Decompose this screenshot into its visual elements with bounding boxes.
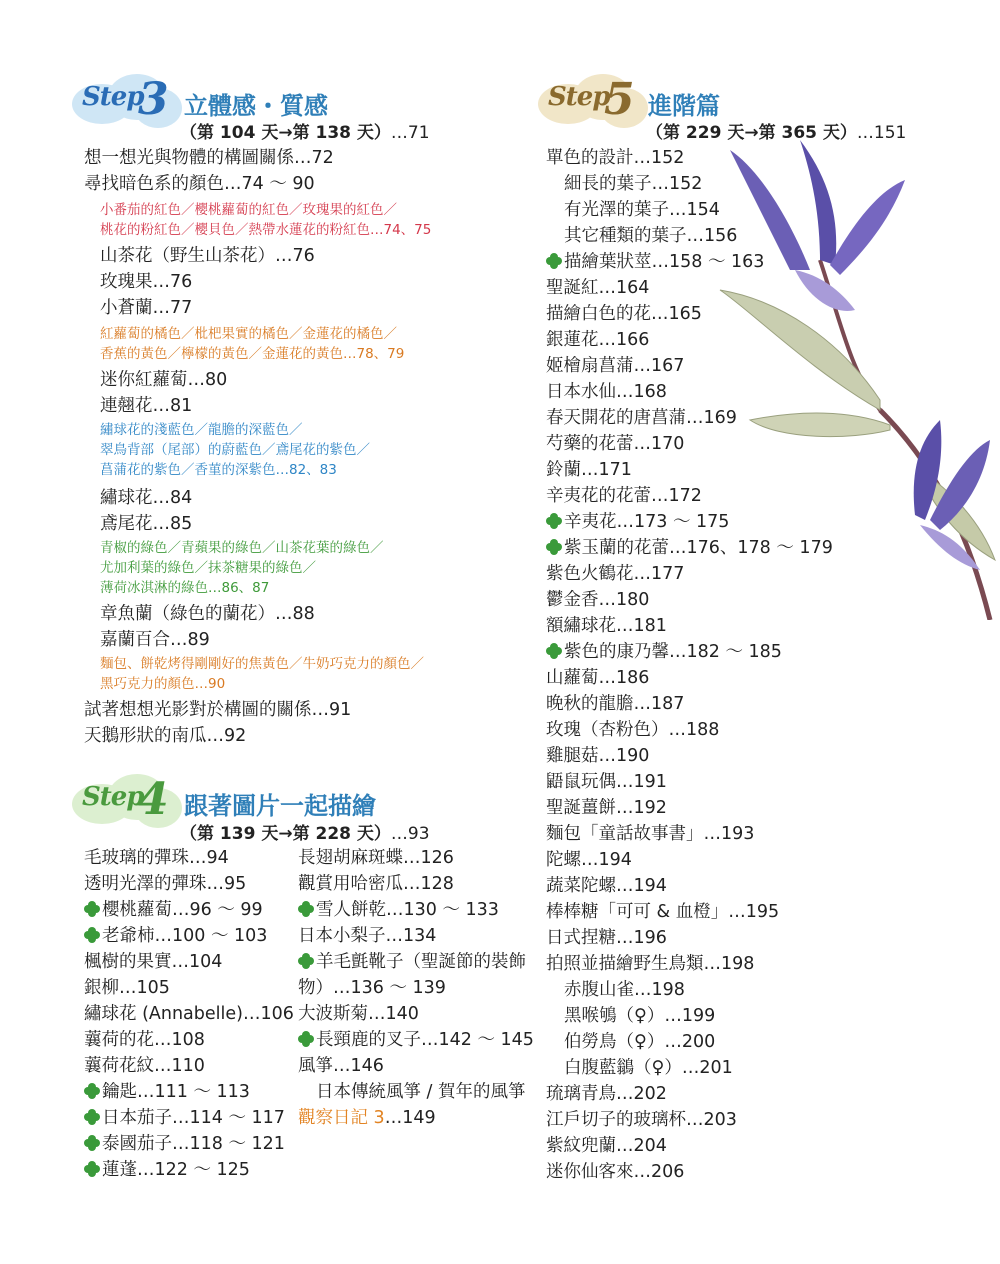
toc-entry-text: 櫻桃蘿蔔…96 ～ 99 <box>102 900 263 920</box>
toc-entry-text: 鑰匙…111 ～ 113 <box>102 1082 250 1102</box>
clover-icon <box>84 927 100 943</box>
toc-entry-text: 日式捏糖…196 <box>546 928 667 948</box>
toc-subentry-text: 有光澤的葉子…154 <box>564 200 720 220</box>
toc-entry-text: 物）…136 ～ 139 <box>298 978 446 998</box>
toc-entry <box>546 1135 667 1157</box>
toc-entry-text: 蘘荷的花…108 <box>84 1030 205 1050</box>
step4-range: （第 139 天→第 228 天）…93 <box>180 824 430 844</box>
toc-subentry-text: 山茶花（野生山茶花）…76 <box>100 246 315 266</box>
toc-entry <box>298 1029 534 1051</box>
clover-icon <box>84 901 100 917</box>
toc-entry <box>546 901 779 923</box>
toc-entry <box>84 1055 205 1077</box>
toc-entry <box>298 925 436 947</box>
clover-icon <box>546 539 562 555</box>
color-note-red <box>100 201 397 219</box>
toc-entry <box>84 1081 250 1103</box>
toc-entry <box>298 1003 419 1025</box>
toc-entry <box>84 1159 250 1181</box>
toc-entry-text: 觀賞用哈密瓜…128 <box>298 874 454 894</box>
clover-icon <box>298 901 314 917</box>
toc-entry-text: 鈴蘭…171 <box>546 460 632 480</box>
toc-entry <box>546 355 684 377</box>
clover-icon <box>546 253 562 269</box>
toc-entry <box>546 381 667 403</box>
toc-subentry <box>564 979 685 1001</box>
color-note-orange <box>100 345 404 363</box>
toc-entry-text: 天鵝形狀的南瓜…92 <box>84 726 247 746</box>
toc-entry-text: 陀螺…194 <box>546 850 632 870</box>
toc-subentry-text: 繡球花…84 <box>100 488 193 508</box>
color-note-green <box>100 539 384 557</box>
color-note-green <box>100 579 269 597</box>
toc-entry-text: 玫瑰（杏粉色）…188 <box>546 720 720 740</box>
color-note-orange-text: 紅蘿蔔的橘色／枇杷果實的橘色／金蓮花的橘色／ <box>100 326 397 342</box>
toc-subentry-text: 伯勞鳥（♀）…200 <box>564 1032 716 1052</box>
toc-entry-text: 芍藥的花蕾…170 <box>546 434 685 454</box>
step3-range: （第 104 天→第 138 天）…71 <box>180 123 430 143</box>
color-note-orange <box>100 325 397 343</box>
observation-diary-label: 觀察日記 3 <box>298 1108 385 1128</box>
toc-entry <box>84 725 246 747</box>
toc-entry-text: 鬱金香…180 <box>546 590 650 610</box>
step5-title: 進階篇 <box>648 92 720 120</box>
toc-entry-text: 麵包「童話故事書」…193 <box>546 824 755 844</box>
color-note-orange-text: 香蕉的黃色／檸檬的黃色／金蓮花的黃色…78、79 <box>100 346 405 362</box>
toc-entry-text: 鼯鼠玩偶…191 <box>546 772 667 792</box>
clover-icon <box>546 643 562 659</box>
toc-subentry-text: 赤腹山雀…198 <box>564 980 685 1000</box>
toc-subentry <box>564 1005 715 1027</box>
color-note-red-text: 小番茄的紅色／櫻桃蘿蔔的紅色／玫瑰果的紅色／ <box>100 202 397 218</box>
toc-entry <box>546 459 632 481</box>
toc-subentry-text: 細長的葉子…152 <box>564 174 703 194</box>
toc-entry-text: 聖誕薑餅…192 <box>546 798 667 818</box>
toc-entry <box>84 1133 285 1155</box>
toc-subentry-text: 章魚蘭（綠色的蘭花）…88 <box>100 604 315 624</box>
toc-entry <box>84 977 170 999</box>
step5-badge <box>538 72 648 132</box>
toc-entry-text: 拍照並描繪野生鳥類…198 <box>546 954 755 974</box>
step5-range: （第 229 天→第 365 天）…151 <box>646 123 907 143</box>
toc-entry <box>546 1083 667 1105</box>
toc-entry <box>84 1029 205 1051</box>
toc-subentry <box>100 245 315 267</box>
color-note-orange-text: 黑巧克力的顏色…90 <box>100 676 226 692</box>
step4-kite-subitem: 日本傳統風箏 / 賀年的風箏 <box>316 1082 526 1102</box>
toc-entry <box>84 173 315 195</box>
toc-entry <box>546 719 719 741</box>
toc-subentry <box>100 603 315 625</box>
toc-entry-text: 尋找暗色系的顏色…74 ～ 90 <box>84 174 315 194</box>
toc-entry <box>546 147 684 169</box>
clover-icon <box>84 1109 100 1125</box>
color-note-blue-text: 菖蒲花的紫色／香菫的深紫色…82、83 <box>100 462 337 478</box>
clover-icon <box>546 513 562 529</box>
toc-entry <box>546 641 782 663</box>
toc-entry <box>546 589 649 611</box>
toc-entry <box>298 899 499 921</box>
toc-entry <box>546 849 632 871</box>
toc-entry <box>546 927 667 949</box>
toc-entry <box>546 667 649 689</box>
toc-entry <box>298 847 454 869</box>
toc-subentry <box>100 297 192 319</box>
toc-entry <box>84 925 267 947</box>
color-note-green-text: 薄荷冰淇淋的綠色…86、87 <box>100 580 270 596</box>
toc-subentry <box>100 395 192 417</box>
toc-subentry <box>100 369 227 391</box>
toc-entry-text: 蘘荷花紋…110 <box>84 1056 205 1076</box>
toc-entry-text: 透明光澤的彈珠…95 <box>84 874 247 894</box>
color-note-blue-text: 翠鳥背部（尾部）的蔚藍色／鳶尾花的紫色／ <box>100 442 370 458</box>
observation-diary-page: …149 <box>384 1108 436 1128</box>
toc-entry <box>84 951 222 973</box>
toc-entry <box>298 977 446 999</box>
toc-entry-text: 雪人餅乾…130 ～ 133 <box>316 900 499 920</box>
toc-entry <box>546 563 684 585</box>
clover-icon <box>84 1135 100 1151</box>
toc-entry <box>546 485 702 507</box>
toc-entry-text: 描繪白色的花…165 <box>546 304 702 324</box>
step3-badge-word: Step <box>82 82 144 112</box>
color-note-orange-text: 麵包、餅乾烤得剛剛好的焦黃色／牛奶巧克力的顏色／ <box>100 656 424 672</box>
toc-entry-text: 試著想想光影對於構圖的關係…91 <box>84 700 352 720</box>
toc-entry-text: 繡球花 (Annabelle)…106 <box>84 1004 294 1024</box>
clover-icon <box>298 953 314 969</box>
step4-badge <box>72 772 182 832</box>
toc-entry <box>546 433 684 455</box>
color-note-orange <box>100 655 424 673</box>
toc-entry <box>546 277 649 299</box>
clover-icon <box>84 1161 100 1177</box>
toc-subentry-text: 迷你紅蘿蔔…80 <box>100 370 228 390</box>
toc-entry-text: 日本小梨子…134 <box>298 926 437 946</box>
toc-entry-text: 蓮蓬…122 ～ 125 <box>102 1160 250 1180</box>
toc-entry-text: 江戶切子的玻璃杯…203 <box>546 1110 737 1130</box>
toc-entry-text: 聖誕紅…164 <box>546 278 650 298</box>
toc-entry-text: 楓樹的果實…104 <box>84 952 223 972</box>
color-note-orange <box>100 675 225 693</box>
toc-subentry-text: 白腹藍鶲（♀）…201 <box>564 1058 733 1078</box>
toc-entry <box>84 847 229 869</box>
toc-entry <box>546 1109 737 1131</box>
toc-entry-text: 描繪葉狀莖…158 ～ 163 <box>564 252 765 272</box>
color-note-blue <box>100 421 303 439</box>
toc-entry-text: 晚秋的龍膽…187 <box>546 694 685 714</box>
toc-entry-text: 羊毛氈靴子（聖誕節的裝飾 <box>316 952 526 972</box>
toc-subentry-text: 嘉蘭百合…89 <box>100 630 210 650</box>
observation-diary-entry <box>298 1107 436 1129</box>
toc-entry-text: 紫玉蘭的花蕾…176、178 ～ 179 <box>564 538 833 558</box>
toc-entry <box>546 797 667 819</box>
toc-entry-text: 銀柳…105 <box>84 978 170 998</box>
toc-entry <box>84 1003 294 1025</box>
toc-subentry-text: 小蒼蘭…77 <box>100 298 193 318</box>
toc-entry-text: 山蘿蔔…186 <box>546 668 650 688</box>
color-note-green <box>100 559 316 577</box>
toc-entry-text: 銀蓮花…166 <box>546 330 650 350</box>
toc-entry <box>546 823 754 845</box>
clover-icon <box>84 1083 100 1099</box>
step5-badge-number: 5 <box>604 74 635 125</box>
toc-entry <box>546 329 649 351</box>
step4-badge-number: 4 <box>138 774 169 825</box>
step3-badge <box>72 72 182 132</box>
toc-entry-text: 迷你仙客來…206 <box>546 1162 685 1182</box>
toc-subentry <box>100 271 192 293</box>
toc-entry-text: 日本茄子…114 ～ 117 <box>102 1108 285 1128</box>
toc-entry <box>546 303 702 325</box>
toc-entry-text: 蔬菜陀螺…194 <box>546 876 667 896</box>
color-note-blue-text: 繡球花的淺藍色／龍膽的深藍色／ <box>100 422 303 438</box>
color-note-blue <box>100 461 337 479</box>
step4-title: 跟著圖片一起描繪 <box>184 792 376 820</box>
toc-entry-text: 雞腿菇…190 <box>546 746 650 766</box>
toc-entry <box>546 745 649 767</box>
color-note-blue <box>100 441 370 459</box>
toc-entry-text: 春天開花的唐菖蒲…169 <box>546 408 737 428</box>
toc-entry <box>298 951 526 973</box>
toc-entry-text: 單色的設計…152 <box>546 148 685 168</box>
toc-entry-text: 日本水仙…168 <box>546 382 667 402</box>
step3-badge-number: 3 <box>138 74 169 125</box>
toc-subentry-text: 其它種類的葉子…156 <box>564 226 738 246</box>
toc-subentry-text: 黑喉鴝（♀）…199 <box>564 1006 716 1026</box>
toc-entry <box>84 699 351 721</box>
toc-entry-text: 紫色的康乃馨…182 ～ 185 <box>564 642 782 662</box>
toc-subentry-text: 鳶尾花…85 <box>100 514 193 534</box>
toc-entry-text: 長翅胡麻斑蝶…126 <box>298 848 454 868</box>
toc-entry-text: 老爺柿…100 ～ 103 <box>102 926 268 946</box>
toc-entry-text: 紫色火鶴花…177 <box>546 564 685 584</box>
toc-entry <box>546 771 667 793</box>
toc-entry <box>84 147 334 169</box>
color-note-green-text: 尤加利葉的綠色／抹茶糖果的綠色／ <box>100 560 316 576</box>
toc-entry-text: 姬檜扇菖蒲…167 <box>546 356 685 376</box>
toc-entry <box>546 693 684 715</box>
toc-entry <box>84 899 263 921</box>
color-note-red <box>100 221 431 239</box>
toc-subentry-text: 玫瑰果…76 <box>100 272 193 292</box>
color-note-red-text: 桃花的粉紅色／櫻貝色／熱帶水蓮花的粉紅色…74、75 <box>100 222 432 238</box>
toc-subentry <box>564 173 702 195</box>
toc-subentry <box>100 629 210 651</box>
toc-subentry <box>564 1057 733 1079</box>
color-note-green-text: 青椒的綠色／青蘋果的綠色／山茶花葉的綠色／ <box>100 540 384 556</box>
toc-entry <box>298 1055 384 1077</box>
toc-subentry-text: 連翹花…81 <box>100 396 193 416</box>
clover-icon <box>298 1031 314 1047</box>
toc-entry-text: 毛玻璃的彈珠…94 <box>84 848 229 868</box>
toc-entry-text: 額繡球花…181 <box>546 616 667 636</box>
step4-badge-word: Step <box>82 782 144 812</box>
step5-badge-word: Step <box>548 82 610 112</box>
toc-subentry <box>100 513 192 535</box>
toc-entry <box>546 615 667 637</box>
toc-entry <box>84 1107 285 1129</box>
toc-subentry <box>100 487 192 509</box>
toc-entry-text: 大波斯菊…140 <box>298 1004 419 1024</box>
toc-entry-text: 風箏…146 <box>298 1056 384 1076</box>
toc-entry <box>546 1161 684 1183</box>
toc-entry-text: 紫紋兜蘭…204 <box>546 1136 667 1156</box>
toc-entry <box>84 873 246 895</box>
toc-entry-text: 棒棒糖「可可 & 血橙」…195 <box>546 902 780 922</box>
toc-entry-text: 泰國茄子…118 ～ 121 <box>102 1134 285 1154</box>
toc-entry-text: 長頸鹿的叉子…142 ～ 145 <box>316 1030 534 1050</box>
toc-subentry <box>564 1031 715 1053</box>
toc-entry-text: 辛夷花…173 ～ 175 <box>564 512 730 532</box>
step3-title: 立體感・質感 <box>184 92 328 120</box>
toc-entry-text: 辛夷花的花蕾…172 <box>546 486 702 506</box>
toc-entry <box>546 953 754 975</box>
toc-entry <box>546 875 667 897</box>
toc-entry-text: 琉璃青鳥…202 <box>546 1084 667 1104</box>
gentian-flower-illustration <box>690 140 1000 620</box>
toc-entry-text: 想一想光與物體的構圖關係…72 <box>84 148 334 168</box>
toc-entry <box>298 873 454 895</box>
